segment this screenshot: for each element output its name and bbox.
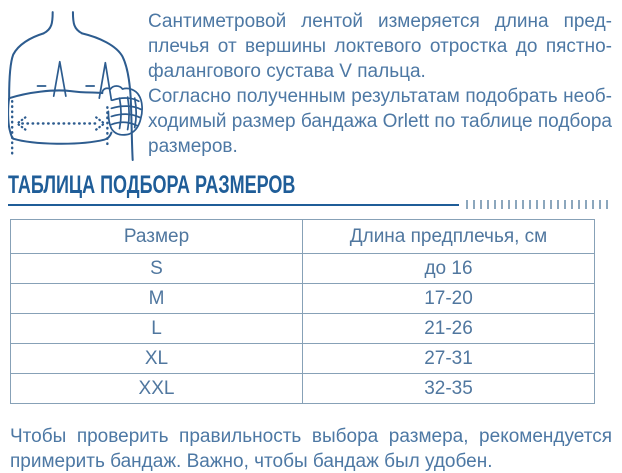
length-cell: 27-31 xyxy=(303,344,595,374)
size-cell: M xyxy=(11,284,303,314)
table-row xyxy=(11,374,595,404)
section-title: ТАБЛИЦА ПОДБОРА РАЗМЕРОВ xyxy=(8,171,296,199)
size-table xyxy=(10,219,595,404)
length-cell: 17-20 xyxy=(303,284,595,314)
length-cell: 32-35 xyxy=(303,374,595,404)
length-cell: до 16 xyxy=(303,254,595,284)
measurement-arrow xyxy=(17,117,104,129)
intro-line: размеров. xyxy=(148,136,238,157)
size-cell: XXL xyxy=(11,374,303,404)
intro-text xyxy=(148,9,612,159)
table-row xyxy=(11,314,595,344)
length-cell: 21-26 xyxy=(303,314,595,344)
intro-line: фалангового сустава V пальца. xyxy=(148,61,426,82)
intro-line: плечья от вершины локтевого отростка до пястно- xyxy=(148,36,612,57)
footer-text xyxy=(10,424,612,473)
heading-underline xyxy=(8,204,459,206)
column-header-size: Размер xyxy=(11,220,303,254)
size-cell: XL xyxy=(11,344,303,374)
ticks-decoration xyxy=(466,200,612,209)
torso-measurement-svg xyxy=(8,4,148,164)
size-cell: L xyxy=(11,314,303,344)
chest-lines xyxy=(37,62,111,100)
heading-rule xyxy=(8,200,612,209)
table-row xyxy=(11,284,595,314)
size-cell: S xyxy=(11,254,303,284)
column-header-length: Длина предплечья, см xyxy=(303,220,595,254)
torso-measurement-illustration xyxy=(8,4,148,164)
footer-line: Чтобы проверить правильность выбора размера, рекомендуется xyxy=(10,426,612,447)
table-header-row xyxy=(11,220,595,254)
intro-line: ходимый размер бандажа Orlett по таблице подбора xyxy=(148,111,612,132)
footer-line: примерить бандаж. Важно, чтобы бандаж был удобен. xyxy=(10,451,493,472)
intro-line: Сантиметровой лентой измеряется длина пред- xyxy=(148,11,612,32)
intro-line: Согласно полученным результатам подобрать необ- xyxy=(148,86,612,107)
table-row xyxy=(11,344,595,374)
size-table-section xyxy=(8,173,612,209)
table-row xyxy=(11,254,595,284)
